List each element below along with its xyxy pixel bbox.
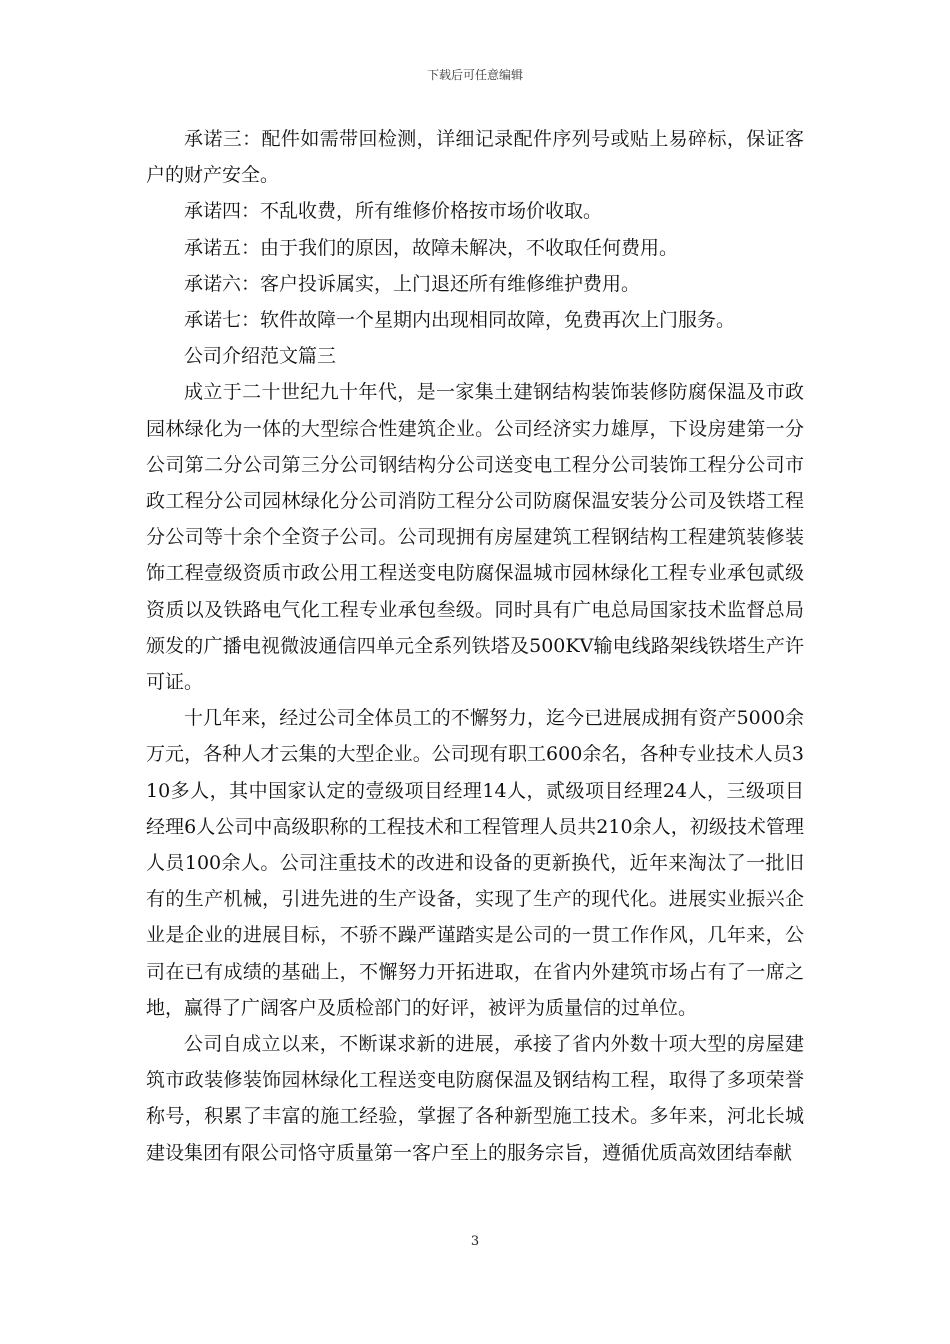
paragraph-promise-6: 承诺六：客户投诉属实，上门退还所有维修维护费用。: [184, 272, 641, 295]
page-number: 3: [470, 1234, 480, 1249]
paragraph-company-growth: 十几年来，经过公司全体员工的不懈努力，迄今已进展成拥有资产5000余万元，各种人才云集的大型企业。公司现有职工600余名，各种专业技术人员310多人，其中国家认定的壹级项目经理14人，贰级项目经理24人，三级项目经理6人公司中高级职称的工程技术和工程管理人员共210余人，初级技术管理人员100余人。公司注重技术的改进和设备的更新换代，近年来淘汰了一批旧有的生产机械，引进先进的生产设备，实现了生产的现代化。进展实业振兴企业是企业的进展目标，不骄不躁严谨踏实是公司的一贯工作作风，几年来，公司在已有成绩的基础上，不懈努力开拓进取，在省内外建筑市场占有了一席之地，赢得了广阔客户及质检部门的好评，被评为质量信的过单位。: [146, 707, 804, 1019]
paragraph-company-projects: 公司自成立以来，不断谋求新的进展，承接了省内外数十项大型的房屋建筑市政装修装饰园林绿化工程送变电防腐保温及钢结构工程，取得了多项荣誉称号，积累了丰富的施工经验，掌握了各种新型施工技术。多年来，河北长城建设集团有限公司恪守质量第一客户至上的服务宗旨，遵循优质高效团结奉献: [146, 1033, 804, 1164]
paragraph-promise-5: 承诺五：由于我们的原因，故障未解决，不收取任何费用。: [184, 236, 679, 259]
page-header: 下载后可任意编辑: [426, 68, 523, 82]
paragraph-promise-3: 承诺三：配件如需带回检测，详细记录配件序列号或贴上易碎标，保证客户的财产安全。: [146, 128, 804, 187]
paragraph-promise-4: 承诺四：不乱收费，所有维修价格按市场价收取。: [184, 200, 603, 223]
document-body: [146, 121, 804, 1171]
section-heading: 公司介绍范文篇三: [184, 345, 337, 368]
paragraph-promise-7: 承诺七：软件故障一个星期内出现相同故障，免费再次上门服务。: [184, 309, 736, 332]
paragraph-company-intro: 成立于二十世纪九十年代，是一家集土建钢结构装饰装修防腐保温及市政园林绿化为一体的大型综合性建筑企业。公司经济实力雄厚，下设房建第一分公司第二分公司第三分公司钢结构分公司送变电工程分公司装饰工程分公司市政工程分公司园林绿化分公司消防工程分公司防腐保温安装分公司及铁塔工程分公司等十余个全资子公司。公司现拥有房屋建筑工程钢结构工程建筑装修装饰工程壹级资质市政公用工程送变电防腐保温城市园林绿化工程专业承包贰级资质以及铁路电气化工程专业承包叁级。同时具有广电总局国家技术监督总局颁发的广播电视微波通信四单元全系列铁塔及500KV输电线路架线铁塔生产许可证。: [146, 381, 804, 694]
